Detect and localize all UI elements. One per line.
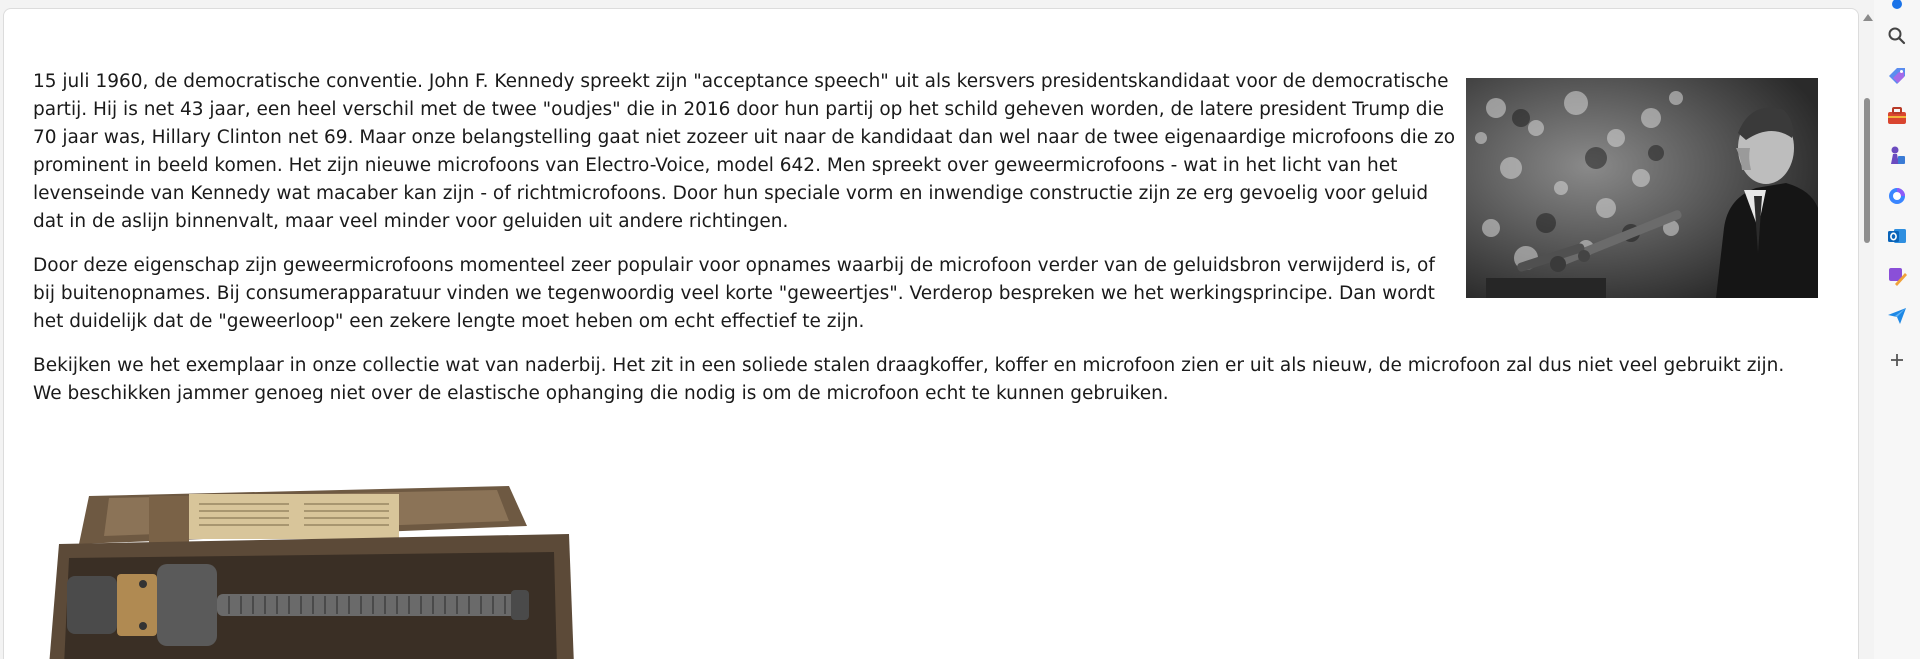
toolbox-icon — [1885, 104, 1909, 128]
microphone-case-photo — [49, 466, 574, 659]
sidebar-item-search[interactable] — [1885, 24, 1909, 48]
send-icon — [1885, 304, 1909, 328]
sidebar-item-tools[interactable] — [1885, 104, 1909, 128]
search-icon — [1885, 24, 1909, 48]
vertical-scrollbar[interactable] — [1860, 0, 1874, 659]
article-body — [33, 68, 1818, 424]
sidebar-item-shopping[interactable] — [1885, 64, 1909, 88]
sidebar-item-send[interactable] — [1885, 304, 1909, 328]
sidebar-item-outlook[interactable] — [1885, 224, 1909, 248]
designer-icon — [1885, 264, 1909, 288]
microphone-case-graphic — [49, 466, 574, 659]
plus-icon — [1885, 348, 1909, 372]
chess-icon — [1885, 144, 1909, 168]
sidebar-item-designer[interactable] — [1885, 264, 1909, 288]
scroll-up-arrow-icon[interactable] — [1863, 14, 1873, 21]
article-paragraph: Door deze eigenschap zijn geweermicrofoons momenteel zeer populair voor opnames waarbij de microfoon verder van de geluidsbron verwijderd is, of bij buitenopnames. Bij consumerapparatuur vinden we tegenwoordig veel korte "geweertjes". Verderop bespreken we het werkingsprincipe. Dan wordt het duidelijk dat de "geweerloop" een zekere lengte moet heben om echt effectief te zijn. — [33, 255, 1435, 332]
browser-sidebar — [1874, 0, 1920, 659]
outlook-icon — [1885, 224, 1909, 248]
sidebar-item-add[interactable] — [1885, 348, 1909, 372]
partial-blue-icon — [1885, 0, 1909, 16]
tag-icon — [1885, 64, 1909, 88]
copilot-icon — [1885, 184, 1909, 208]
kennedy-speech-photo — [1466, 78, 1818, 298]
article-paragraph: 15 juli 1960, de democratische conventie. John F. Kennedy spreekt zijn "acceptance speech" uit als kersvers presidentskandidaat voor de democratische partij. Hij is net 43 jaar, een heel verschil met de twee "oudjes" die in 2016 door hun partij op het schild geheven worden, de latere president Trump die 70 jaar was, Hillary Clinton net 69. Maar onze belangstelling gaat niet zozeer uit naar de kandidaat dan wel naar de twee eigenaardige microfoons die zo prominent in beeld komen. Het zijn nieuwe microfoons van Electro-Voice, model 642. Men spreekt over geweermicrofoons - wat in het licht van het levenseinde van Kennedy wat macaber kan zijn - of richtmicrofoons. Door hun speciale vorm en inwendige constructie zijn ze erg gevoelig voor geluid dat in de aslijn binnenvalt, maar veel minder voor geluiden uit andere richtingen. — [33, 71, 1456, 232]
article-paragraph: Bekijken we het exemplaar in onze collectie wat van naderbij. Het zit in een soliede stalen draagkoffer, koffer en microfoon zien er uit als nieuw, de microfoon zal dus niet veel gebruikt zijn. We beschikken jammer genoeg niet over de elastische ophanging die nodig is om de microfoon echt te kunnen gebruiken. — [33, 355, 1785, 404]
sidebar-partial-icon[interactable] — [1885, 0, 1909, 16]
sidebar-item-copilot[interactable] — [1885, 184, 1909, 208]
kennedy-photo-graphic — [1466, 78, 1818, 298]
scroll-thumb[interactable] — [1864, 98, 1870, 243]
sidebar-item-games[interactable] — [1885, 144, 1909, 168]
